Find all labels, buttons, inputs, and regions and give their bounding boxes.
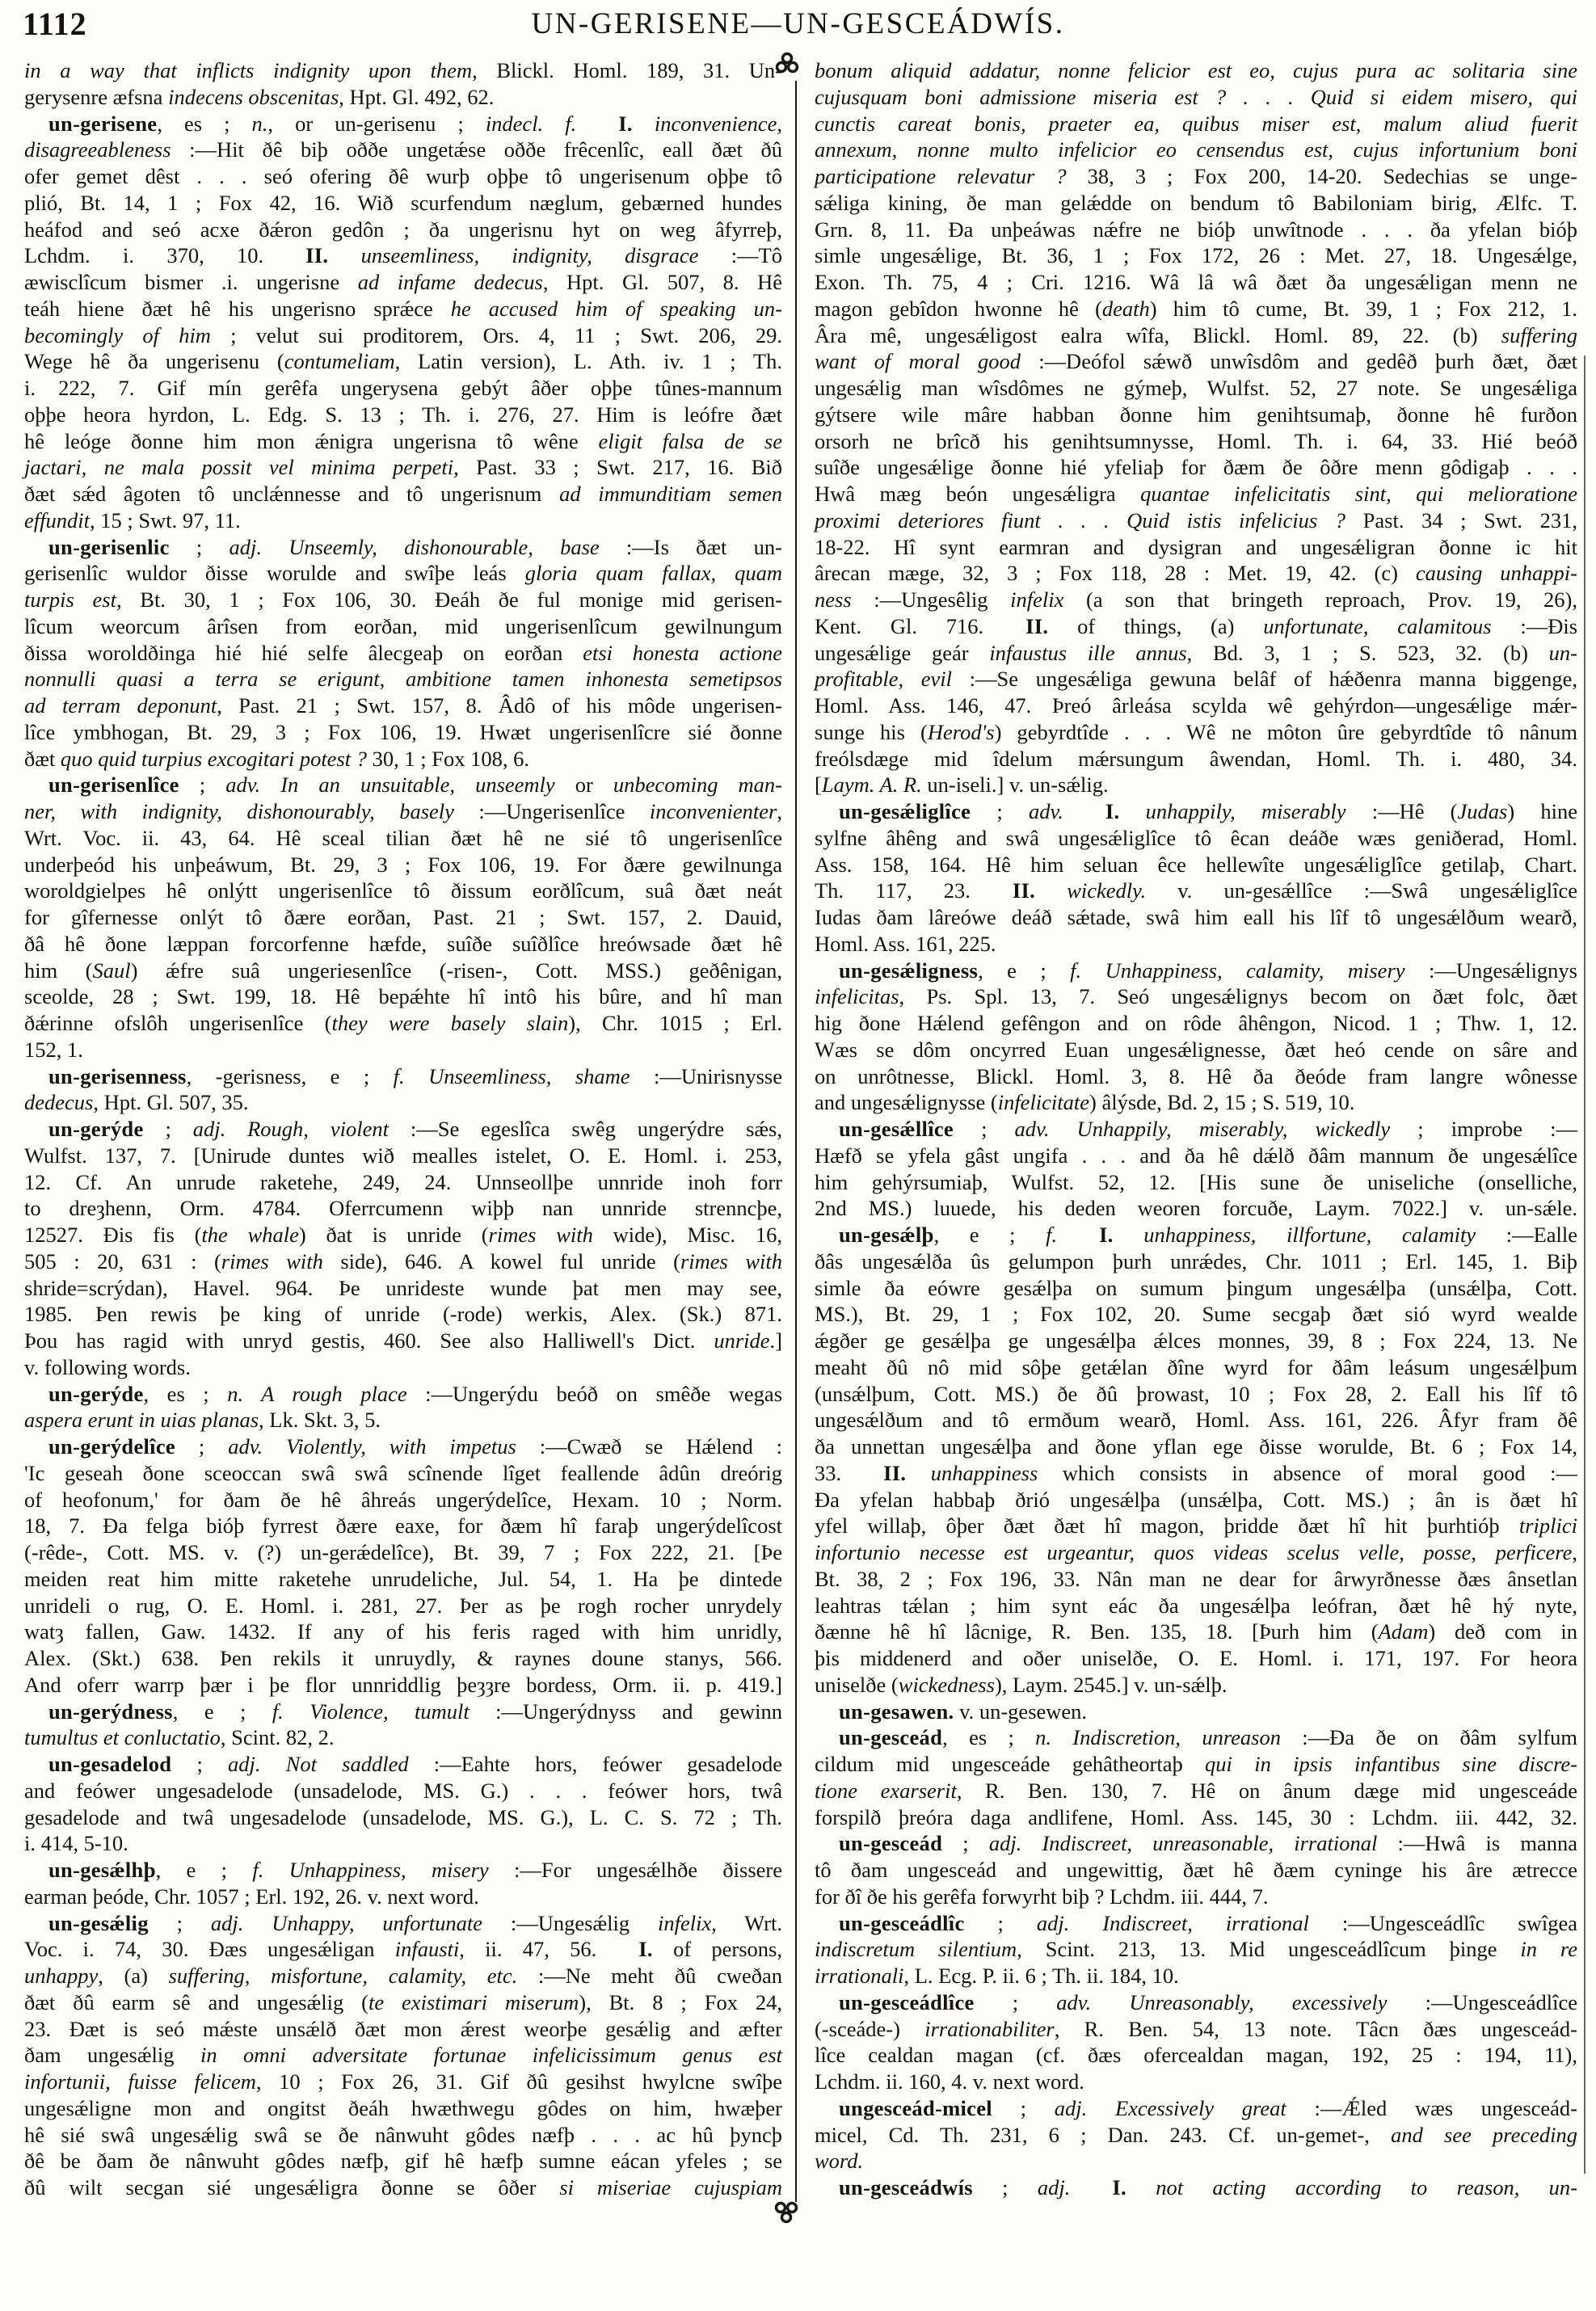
text-line: gesadelode and twâ ungesadelode (unsadelode, MS. G.), L. C. S. 72 ; Th. (24, 1804, 782, 1829)
text-line: un-gesceád ; adj. Indiscreet, unreasonable, irrational :—Hwâ is manna (839, 1831, 1577, 1856)
text-line: Exon. Th. 75, 4 ; Cri. 1216. Wâ lâ wâ ðæt ða ungesǽligan menn ne (815, 270, 1577, 294)
text-line: hê leóge ðonne him mon ǽnigra ungerisna tô wêne eligit falsa de se (24, 428, 783, 453)
text-line: earman þeóde, Chr. 1057 ; Erl. 192, 26. v. next word. (24, 1884, 479, 1909)
text-line: ðê be ðam ðe nânwuht gôdes næfþ, gif hê hæfþ sumne eácan yfeles ; se (24, 2149, 782, 2174)
text-line: uniselðe (wickedness), Laym. 2545.] v. un-sǽlþ. (815, 1672, 1228, 1697)
text-line: infortunio necesse est urgeantur, quos videas scelus velle, posse, perficere, (815, 1540, 1577, 1564)
text-line: ðǽrinne ofslôh ungerisenlîce (they were basely slain), Chr. 1015 ; Erl. (24, 1011, 782, 1035)
text-line: un-gesadelod ; adj. Not saddled :—Eahte hors, feówer gesadelode (48, 1752, 782, 1776)
text-line: ârecan mæge, 32, 3 ; Fox 118, 28 : Met. 19, 42. (c) causing unhappi- (815, 561, 1577, 586)
text-line: jactari, ne mala possit vel minima perpeti, Past. 33 ; Swt. 217, 16. Bið (24, 455, 782, 480)
text-line: un-gerýdness, e ; f. Violence, tumult :—Ungerýdnyss and gewinn (48, 1699, 782, 1724)
text-line: ungesǽlig man wîsdômes ne gýmeþ, Wulfst. 52, 27 note. Se ungesǽliga (815, 376, 1577, 400)
column-divider-rule (795, 81, 797, 2202)
text-line: dedecus, Hpt. Gl. 507, 35. (24, 1090, 249, 1115)
text-line: ungesǽligne mon and ongitst ðeáh hwæthwegu gôdes on him, hwæþer (24, 2095, 782, 2120)
text-line: sǽliga kining, ðe man gelǽdde on bendum tô Babiloniam birig, Ælfc. T. (815, 190, 1577, 215)
text-line: un-gesǽliglîce ; adv. I. unhappily, miserably :—Hê (Judas) hine (839, 799, 1577, 823)
text-line: þis middenerd and oðer uniselðe, O. E. Homl. i. 171, 197. For heora (815, 1646, 1577, 1670)
text-line: watȝ fallen, Gaw. 1432. If any of his feris raged with him unridly, (24, 1619, 782, 1644)
text-line: suîðe ungesǽlige ðonne hié yfeliaþ for ðæm ðe ôðre menn gôdigaþ . . . (815, 455, 1577, 480)
text-line: freólsdæge mid îdelum mǽrsungum âwendan, Homl. Th. i. 480, 34. (815, 746, 1577, 771)
text-line: aspera erunt in uias planas, Lk. Skt. 3, 5. (24, 1408, 381, 1433)
text-line: i. 414, 5-10. (24, 1831, 128, 1856)
text-line: un-gesǽlhþ, e ; f. Unhappiness, misery :—For ungesǽlhðe ðissere (48, 1858, 783, 1882)
text-line: Kent. Gl. 716. II. of things, (a) unfortunate, calamitous :—Ðis (815, 613, 1578, 638)
text-line: Ass. 158, 164. Hê him seluan êce hellewîte ungesǽliglîce getilaþ, Chart. (815, 852, 1577, 877)
left-column (24, 57, 782, 2201)
text-line: Wrt. Voc. ii. 43, 64. Hê sceal tilian ðæt hê ne sié tô ungerisenlîce (24, 825, 782, 850)
text-line: ðâs ungesǽlða ûs gelumpon þurh unrǽdes, Chr. 1011 ; Erl. 145, 1. Biþ (815, 1248, 1577, 1273)
text-line: æwisclîcum bismer .i. ungerisne ad infame dedecus, Hpt. Gl. 507, 8. Hê (24, 270, 782, 294)
text-line: ungesceád-micel ; adj. Excessively great :—Ǽled wæs ungesceád- (839, 2095, 1577, 2120)
text-line: nonnulli quasi a terra se erigunt, ambitione tamen inhonesta semetipsos (24, 667, 782, 692)
text-line: un-gerýdelîce ; adv. Violently, with impetus :—Cwæð se Hǽlend : (48, 1434, 782, 1459)
text-line: Voc. i. 74, 30. Ðæs ungesǽligan infausti, ii. 47, 56. I. of persons, (24, 1937, 782, 1962)
text-line: ungesǽlige geár infaustus ille annus, Bd. 3, 1 ; S. 523, 32. (b) un- (815, 640, 1577, 665)
text-line: heáfod and seó acxe ðǽron gedôn ; ða ungerisnu hyt on weg âfyrreþ, (24, 217, 782, 242)
text-line: simle ungesǽlige, Bt. 36, 1 ; Fox 172, 26 : Met. 27, 18. Ungesǽlge, (815, 243, 1577, 268)
text-line: ungesǽlðum and tô ermðum wearð, Homl. Ass. 161, 226. Âfyr fram ðê (815, 1408, 1577, 1433)
text-line: infortunii, fuisse felicem, 10 ; Fox 26, 31. Gif ðû gesihst hwylcne swîþe (24, 2069, 783, 2094)
text-line: tione exarserit, R. Ben. 130, 7. Hê on ânum dæge mid ungesceáde (815, 1778, 1578, 1803)
text-line: hig ðone Hǽlend gefêngon and on rôde âhêngon, Nicod. 1 ; Thw. 1, 12. (815, 1011, 1577, 1035)
text-line: annexum, nonne multo infelicior eo censendus est, cujus infortunium boni (815, 137, 1577, 162)
text-line: turpis est, Bt. 30, 1 ; Fox 106, 30. Ðeáh ðe ful monige mid gerisen- (24, 587, 782, 612)
text-line: participatione relevatur ? 38, 3 ; Fox 200, 14-20. Sedechias se unge- (815, 164, 1577, 188)
text-line: ða unnettan ungesǽlþa and ðone yflan ege ðisse worulde, Bt. 6 ; Fox 14, (815, 1434, 1577, 1459)
text-line: on unrôtnesse, Blickl. Homl. 3, 8. Hê ða ðeóde fram langre wônesse (815, 1063, 1577, 1088)
text-line: ad terram deponunt, Past. 21 ; Swt. 157, 8. Âdô of his môde ungerisen- (24, 693, 782, 718)
text-line: gýtsere wile mâre habban ðonne him genihtsumaþ, ðonne hê furðon (815, 402, 1577, 427)
text-line: unhappy, (a) suffering, misfortune, calamity, etc. :—Ne meht ðû cweðan (24, 1964, 782, 1988)
text-line: 18, 7. Ða felga bióþ fyrrest ðære eaxe, for ðæm hî faraþ ungerýdelîcost (24, 1513, 782, 1539)
text-line: sylfne âhêng and swâ ungesǽliglîce tô êcan deáðe wæs geniðerad, Homl. (815, 825, 1577, 850)
text-line: for gîfernesse onlýt tô ðære eorðan, Past. 21 ; Swt. 157, 2. Dauid, (24, 905, 782, 929)
text-line: lîcum weorcum ârîsen from eorðan, mid ungerisenlîcum gewilnungum (24, 613, 782, 638)
text-line: Âra mê, ungesǽligost ealra wîfa, Blickl. Homl. 89, 22. (b) suffering (815, 322, 1577, 347)
text-line: Bt. 38, 2 ; Fox 196, 33. Nân man ne dear for ârwyrðnesse ðæs ânsetlan (815, 1566, 1577, 1591)
text-line: Alex. (Skt.) 638. Þen rekils it unruydly, & raynes doune stanys, 566. (24, 1646, 782, 1670)
text-line: Iudas ðam lâreówe deáð sǽtade, swâ him eall his lîf tô ungesǽlðum wearð, (815, 905, 1577, 929)
text-line: un-gesceádlîce ; adv. Unreasonably, excessively :—Ungesceádlîce (839, 1989, 1577, 2014)
text-line: micel, Cd. Th. 231, 6 ; Dan. 243. Cf. un-gemet-, and see preceding (815, 2122, 1577, 2147)
page-title: UN-GERISENE—UN-GESCEÁDWÍS. (531, 7, 1065, 40)
text-line: lîce cealdan magan (cf. ðæs ofercealdan magan, 192, 25 : 194, 11), (815, 2043, 1577, 2068)
text-line: Lchdm. ii. 160, 4. v. next word. (815, 2069, 1084, 2094)
text-line: un-gesceádlîc ; adj. Indiscreet, irrational :—Ungesceádlîc swîgea (839, 1910, 1577, 1935)
text-line: ðænne hê hî lâcnige, R. Ben. 135, 18. [Þurh him (Adam) deð com in (815, 1619, 1578, 1644)
text-line: 'Ic geseah ðone sceoccan swâ swâ scînende lîget feallende âdûn dreórig (24, 1460, 782, 1485)
text-line: un-gerisenlîce ; adv. In an unsuitable, unseemly or unbecoming man- (48, 772, 782, 798)
text-line: sunge his (Herod's) gebyrdtîde . . . Wê ne môton ûre gebyrdtîde tô nânum (815, 719, 1578, 744)
text-line: teáh hiene ðæt hê his ungerisno sprǽce he accused him of speaking un- (24, 296, 782, 321)
text-line: plió, Bt. 14, 1 ; Fox 42, 16. Wið scurfendum næglum, gebærned hundes (24, 190, 782, 215)
text-line: ðâ hê ðone læppan forcorfenne hæfde, suîðe suîðlîce hreówsade ðæt hê (24, 931, 782, 956)
text-line: un-gerýde ; adj. Rough, violent :—Se egeslîca swêg ungerýdre sǽs, (48, 1117, 782, 1141)
text-line: tô ðam ungesceád and ungewittig, ðæt hê ðæm cyninge his âre ætrecce (815, 1858, 1577, 1882)
text-line: underþeód his unþeáwum, Bt. 29, 3 ; Fox 106, 19. For ðære gewilnunga (24, 852, 782, 877)
text-line: (-rêde-, Cott. MS. v. (?) un-gerǽdelîce), Bt. 39, 7 ; Fox 222, 21. [Þe (24, 1540, 782, 1564)
text-line: Hæfð se yfela gâst ungifa . . . and ða hê dǽlð ðâm mannum ðe ungesǽlîce (815, 1143, 1577, 1168)
text-line: un-gerisenlic ; adj. Unseemly, dishonourable, base :—Is ðæt un- (48, 534, 782, 559)
text-line: him gehýrsumiaþ, Wulfst. 52, 12. [His sune ðe uniseliche (onselliche, (815, 1169, 1577, 1194)
text-line: ðæt sǽd âgoten tô unclǽnnesse and tô ungerisnum ad immunditiam semen (24, 482, 782, 506)
text-line: un-gerisenness, -gerisness, e ; f. Unseemliness, shame :—Unirisnysse (48, 1063, 782, 1088)
text-line: want of moral good :—Deófol sǽwð unwîsdôm and gedêð þurh ðæt, ðæt (815, 349, 1578, 374)
text-line: cujusquam boni admissione miseria est ? . . . Quid si eidem misero, qui (815, 84, 1577, 109)
text-line: un-gerýde, es ; n. A rough place :—Ungerýdu beóð on smêðe wegas (48, 1381, 783, 1406)
text-line: 23. Ðæt is seó mǽste unsǽlð ðæt mon ǽrest weorþe gesǽlig and æfter (24, 2016, 782, 2041)
text-line: cildum mid ungesceáde gehâtheortaþ qui in ipsis infantibus sine discre- (815, 1752, 1577, 1776)
text-line: 12. Cf. An unrude raketehe, 249, 24. Unnseollþe unnride inoh forr (24, 1169, 782, 1194)
text-line: infelicitas, Ps. Spl. 13, 7. Seó ungesǽlignys becom on ðæt folc, ðæt (815, 984, 1577, 1009)
text-line: ofer gemet dêst . . . seó ofering ðê wurþ oþþe tô ungerisenum oþþe tô (24, 164, 782, 188)
text-line: profitable, evil :—Se ungesǽliga gewuna belâf of hǽðenra manna biggenge, (815, 667, 1577, 692)
text-line: ðam ungesǽlig in omni adversitate fortunae infelicissimum genus est (24, 2043, 782, 2068)
text-line: un-gesceád, es ; n. Indiscretion, unreason :—Ða ðe on ðâm sylfum (839, 1725, 1578, 1750)
text-line: v. following words. (24, 1354, 191, 1379)
text-line: indiscretum silentium, Scint. 213, 13. Mid ungesceádlîcum þinge in re (815, 1937, 1577, 1962)
text-line: of heofonum,' for ðam ðe hê âhreás ungerýdelîce, Hexam. 10 ; Norm. (24, 1487, 782, 1512)
printers-mark-icon (772, 2199, 801, 2227)
text-line: un-gerisene, es ; n., or un-gerisenu ; indecl. f. I. inconvenience, (48, 111, 783, 136)
text-line: And oferr warrp þær i þe flor unnriddlig þeȝȝre bordess, Orm. ii. p. 419.] (24, 1672, 782, 1697)
text-line: hê sié swâ ungesǽlig swâ se ðe nânwuht gôdes næfþ . . . ac hû þyncþ (24, 2122, 782, 2147)
text-line: un-gesawen. v. un-gesewen. (839, 1699, 1088, 1724)
page-edge-line (1584, 356, 1585, 2174)
text-line: 33. II. unhappiness which consists in absence of moral good :— (815, 1460, 1577, 1485)
text-line: leahtras tǽlan ; him synt eác ða ungesǽlþa leófran, ðæt hê hý nyte, (815, 1593, 1577, 1618)
text-line: to dreȝhenn, Orm. 4784. Oferrcumenn wiþþ nan unnride strenncþe, (24, 1196, 782, 1221)
text-line: ðû wilt secgan sié ungesǽligra ðonne se ôðer si miseriae cujuspiam (24, 2175, 783, 2199)
text-line: him (Saul) ǽfre suâ ungeriesenlîce (-risen-, Cott. MSS.) geðênigan, (24, 958, 782, 983)
text-line: Grn. 8, 11. Ða unþeáwas nǽfre ne bióþ unwîtnode . . . ða yfelan bióþ (815, 217, 1577, 242)
text-line: Hwâ mæg beón ungesǽligra quantae infelicitatis sint, qui melioratione (815, 482, 1577, 506)
text-line: Homl. Ass. 146, 47. Þreó ârleása scylda wê gehýrdon—ungesǽlige mǽr- (815, 693, 1577, 718)
right-column (815, 57, 1577, 2201)
text-line: simle ða eówre gesǽlþa on sumum þingum ungesǽlþa (unsǽlþa, Cott. (815, 1275, 1577, 1300)
text-line: becomingly of him ; velut sui proditorem, Ors. 4, 11 ; Swt. 206, 29. (24, 322, 782, 347)
text-line: oþþe heora hyrdon, L. Edg. S. 13 ; Th. i. 276, 27. Him is leófre ðæt (24, 402, 782, 427)
text-line: disagreeableness :—Hit ðê biþ oððe ungetǽse oððe frêcenlîc, eall ðæt ðû (24, 137, 782, 162)
text-line: irrationali, L. Ecg. P. ii. 6 ; Th. ii. 184, 10. (815, 1964, 1179, 1988)
text-line: (unsǽlþum, Cott. MS.) ðe ðû þrowast, 10 ; Fox 28, 2. Eall his lîf tô (815, 1381, 1577, 1406)
text-line: ǽgðer ge gesǽlþa ge ungesǽlþa ǽlces monnes, 39, 8 ; Fox 224, 13. Ne (815, 1328, 1577, 1353)
text-line: Homl. Ass. 161, 225. (815, 931, 996, 956)
text-line: un-gesceádwís ; adj. I. not acting according to reason, un- (839, 2175, 1577, 2199)
text-line: in a way that inflicts indignity upon them, Blickl. Homl. 189, 31. Un- (24, 58, 782, 82)
text-line: ðissa woroldðinga hié hié selfe âlecgeaþ on eorðan etsi honesta actione (24, 640, 782, 665)
text-line: ðæt ðû earm sê and ungesǽlig (te existimari miserum), Bt. 8 ; Fox 24, (24, 1989, 783, 2014)
text-line: meaht ðû nô mid sôþe getǽlan ðîne wyrd for ðâm leásum ungesǽlþum (815, 1354, 1577, 1379)
text-line: lîce ymbhogan, Bt. 29, 3 ; Fox 106, 19. Hwæt ungerisenlîcre sié ðonne (24, 719, 782, 744)
text-line: MS.), Bt. 29, 1 ; Fox 102, 20. Sume secgaþ ðæt sió wyrd wealde (815, 1302, 1577, 1327)
text-line: gerisenlîc wuldor ðisse worulde and swîþe leás gloria quam fallax, quam (24, 561, 782, 586)
text-line: and ungesǽlignysse (infelicitate) âlýsde, Bd. 2, 15 ; S. 519, 10. (815, 1090, 1355, 1115)
text-line: Þou has ragid with unryd gestis, 460. See also Halliwell's Dict. unride.] (24, 1328, 782, 1353)
text-line: unrideli o rug, O. E. Homl. i. 281, 27. Þer as þe rogh rocher unrydely (24, 1593, 782, 1618)
text-line: un-gesǽllîce ; adv. Unhappily, miserably, wickedly ; improbe :— (839, 1117, 1577, 1141)
text-line: 1985. Þen rewis þe king of unride (-rode) werkis, Alex. (Sk.) 871. (24, 1302, 782, 1327)
text-line: un-gesǽlþ, e ; f. I. unhappiness, illfortune, calamity :—Ealle (839, 1223, 1578, 1247)
text-line: and feówer ungesadelode (unsadelode, MS. G.) . . . feówer hors, twâ (24, 1778, 782, 1803)
text-line: i. 222, 7. Gif mín gerêfa ungerysena gebýt âðer oþþe tûnes-mannum (24, 376, 782, 400)
text-line: for ðî ðe his gerêfa forwyrht biþ ? Lchdm. iii. 444, 7. (815, 1884, 1269, 1909)
text-line: 2nd MS.) luuede, his deden weoren forcuðe, Laym. 7022.] v. un-sǽle. (815, 1196, 1577, 1221)
printers-mark-icon (773, 52, 802, 79)
text-line: 12527. Ðis fis (the whale) ðat is unride (rimes with wide), Misc. 16, (24, 1223, 782, 1247)
text-line: forspilð þreóra daga andlifene, Homl. Ass. 145, 30 : Lchdm. iii. 442, 32. (815, 1804, 1577, 1829)
text-line: ðæt quo quid turpius excogitari potest ? 30, 1 ; Fox 108, 6. (24, 746, 529, 771)
text-line: sceolde, 28 ; Swt. 199, 18. Hê bepǽhte hî intô his bûre, and hî man (24, 984, 782, 1009)
text-line: effundit, 15 ; Swt. 97, 11. (24, 507, 241, 532)
text-line: [Laym. A. R. un-iseli.] v. un-sǽlig. (815, 772, 1109, 798)
text-line: 152, 1. (24, 1037, 83, 1062)
text-line: woroldgielpes hê onlýtt ungerisenlîce tô ðissum eorðlîcum, suâ ðæt neát (24, 878, 782, 903)
text-line: Th. 117, 23. II. wickedly. v. un-gesǽllîce :—Swâ ungesǽliglîce (815, 878, 1577, 903)
text-line: Lchdm. i. 370, 10. II. unseemliness, indignity, disgrace :—Tô (24, 243, 782, 268)
text-line: Wege hê ða ungerisenu (contumeliam, Latin version), L. Ath. iv. 1 ; Th. (24, 349, 782, 374)
text-line: ness :—Ungesêlig infelix (a son that bringeth reproach, Prov. 19, 26), (815, 587, 1577, 612)
text-line: proximi deteriores fiunt . . . Quid istis infelicius ? Past. 34 ; Swt. 231, (815, 507, 1578, 532)
text-line: un-gesǽligness, e ; f. Unhappiness, calamity, misery :—Ungesǽlignys (839, 958, 1577, 983)
text-line: Ða yfelan habbaþ ðrió ungesǽlþa (unsǽlþa, Cott. MS.) ; ân is ðæt hî (815, 1487, 1577, 1512)
text-line: orsorh ne brîcð his genihtsumnysse, Homl. Th. i. 64, 33. Hié beóð (815, 428, 1577, 453)
page-number: 1112 (23, 6, 87, 42)
text-line: 505 : 20, 631 : (rimes with side), 646. A kowel ful unride (rimes with (24, 1248, 782, 1273)
text-line: cunctis careat bonis, praeter ea, quibus miser est, malum aliud fuerit (815, 111, 1577, 136)
text-line: shride=scrýdan), Havel. 964. Þe unrideste wunde þat men may see, (24, 1275, 782, 1300)
text-line: 18-22. Hî synt earmran and dysigran and ungesǽligran ðonne ic hit (815, 534, 1577, 559)
text-line: gerysenre æfsna indecens obscenitas, Hpt. Gl. 492, 62. (24, 84, 495, 109)
text-line: bonum aliquid addatur, nonne felicior est eo, cujus pura ac solitaria sine (815, 58, 1577, 82)
text-line: ner, with indignity, dishonourably, basely :—Ungerisenlîce inconvenienter, (24, 799, 782, 823)
text-line: word. (815, 2149, 864, 2174)
text-line: yfel willaþ, ôþer ðæt ðæt hî magon, þridde ðæt hî hit þurhtióþ triplici (815, 1513, 1577, 1539)
text-line: magon gebîdon hwonne hê (death) him tô cume, Bt. 39, 1 ; Fox 212, 1. (815, 296, 1577, 321)
text-line: un-gesǽlig ; adj. Unhappy, unfortunate :—Ungesǽlig infelix, Wrt. (48, 1910, 782, 1935)
text-line: tumultus et conluctatio, Scint. 82, 2. (24, 1725, 335, 1750)
text-line: meiden reat him mitte raketehe unrudeliche, Jul. 54, 1. Ha þe dintede (24, 1566, 782, 1591)
text-line: Wæs se dôm oncyrred Euan ungesǽlignesse, ðæt heó cende on sâre and (815, 1037, 1577, 1062)
text-line: Wulfst. 137, 7. [Unirude duntes wið mealles istelet, O. E. Homl. i. 253, (24, 1143, 782, 1168)
text-line: (-sceáde-) irrationabiliter, R. Ben. 54, 13 note. Tâcn ðæs ungesceád- (815, 2016, 1577, 2041)
